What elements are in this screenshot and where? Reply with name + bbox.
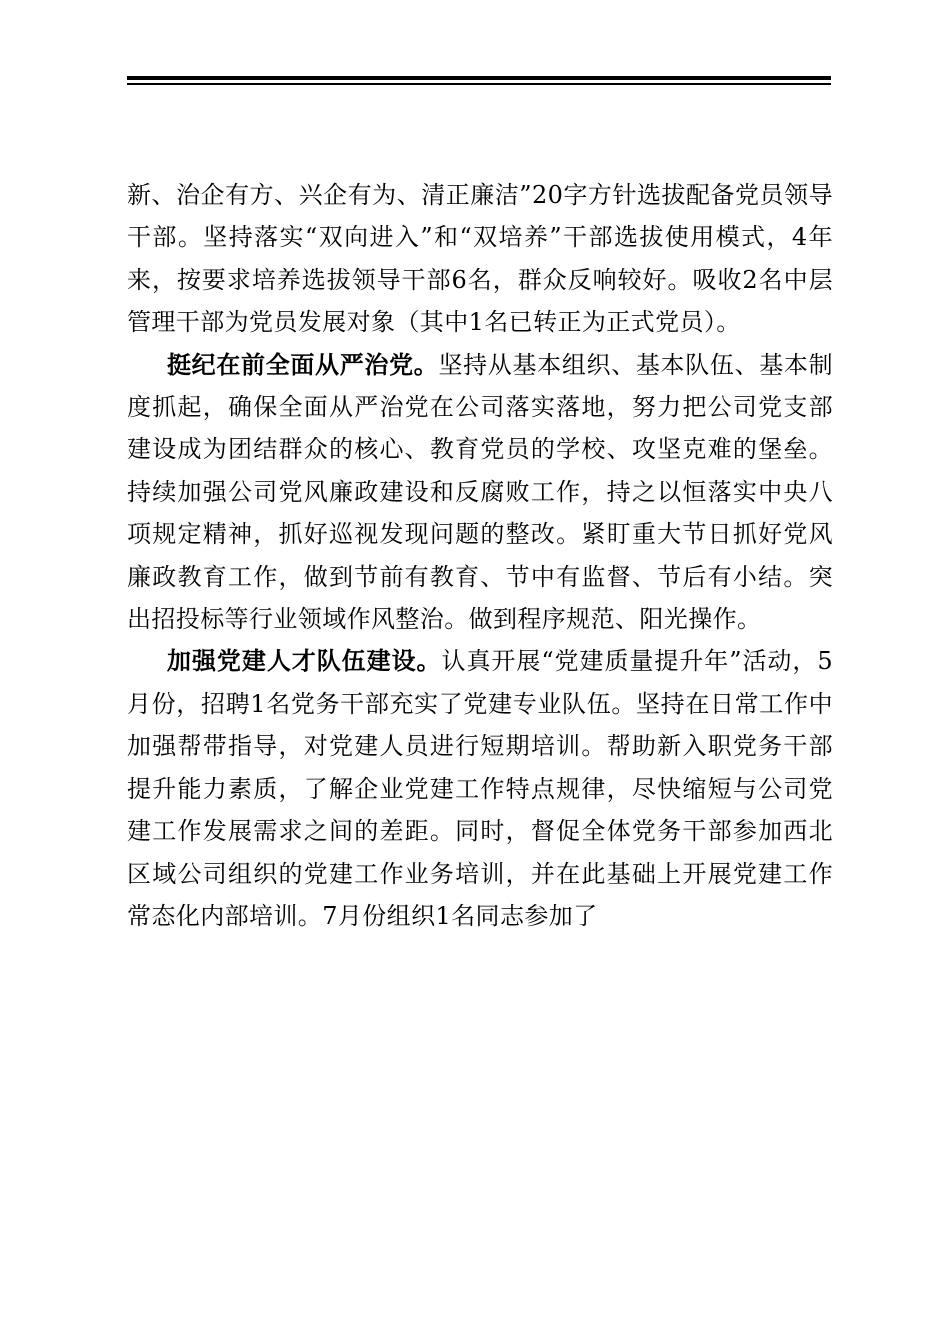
header-double-rule xyxy=(127,76,831,85)
paragraph-talent-team xyxy=(127,640,833,937)
paragraph-text: 新、治企有方、兴企有为、清正廉洁”20字方针选拔配备党员领导干部。坚持落实“双向进入”和“双培养”干部选拔使用模式，4年来，按要求培养选拔领导干部6名，群众反响较好。吸收2名中层管理干部为党员发展对象（其中1名已转正为正式党员）。 xyxy=(127,181,833,337)
paragraph-lead-heading: 加强党建人才队伍建设。 xyxy=(167,646,442,676)
header-rule-thick xyxy=(127,76,831,80)
paragraph-text: 坚持从基本组织、基本队伍、基本制度抓起，确保全面从严治党在公司落实落地，努力把公司党支部建设成为团结群众的核心、教育党员的学校、攻坚克难的堡垒。持续加强公司党风廉政建设和反腐败工作，持之以恒落实中央八项规定精神，抓好巡视发现问题的整改。紧盯重大节日抓好党风廉政教育工作，做到节前有教育、节中有监督、节后有小结。突出招投标等行业领域作风整治。做到程序规范、阳光操作。 xyxy=(127,350,833,634)
paragraph-continued xyxy=(127,174,833,344)
header-rule-thin xyxy=(127,83,831,85)
body-text xyxy=(127,174,833,937)
paragraph-lead-heading: 挺纪在前全面从严治党。 xyxy=(167,349,439,379)
paragraph-text: 认真开展“党建质量提升年”活动，5月份，招聘1名党务干部充实了党建专业队伍。坚持在日常工作中加强帮带指导，对党建人员进行短期培训。帮助新入职党务干部提升能力素质，了解企业党建工作特点规律，尽快缩短与公司党建工作发展需求之间的差距。同时，督促全体党务干部参加西北区域公司组织的党建工作业务培训，并在此基础上开展党建工作常态化内部培训。7月份组织1名同志参加了 xyxy=(127,647,834,930)
paragraph-discipline xyxy=(127,344,833,641)
